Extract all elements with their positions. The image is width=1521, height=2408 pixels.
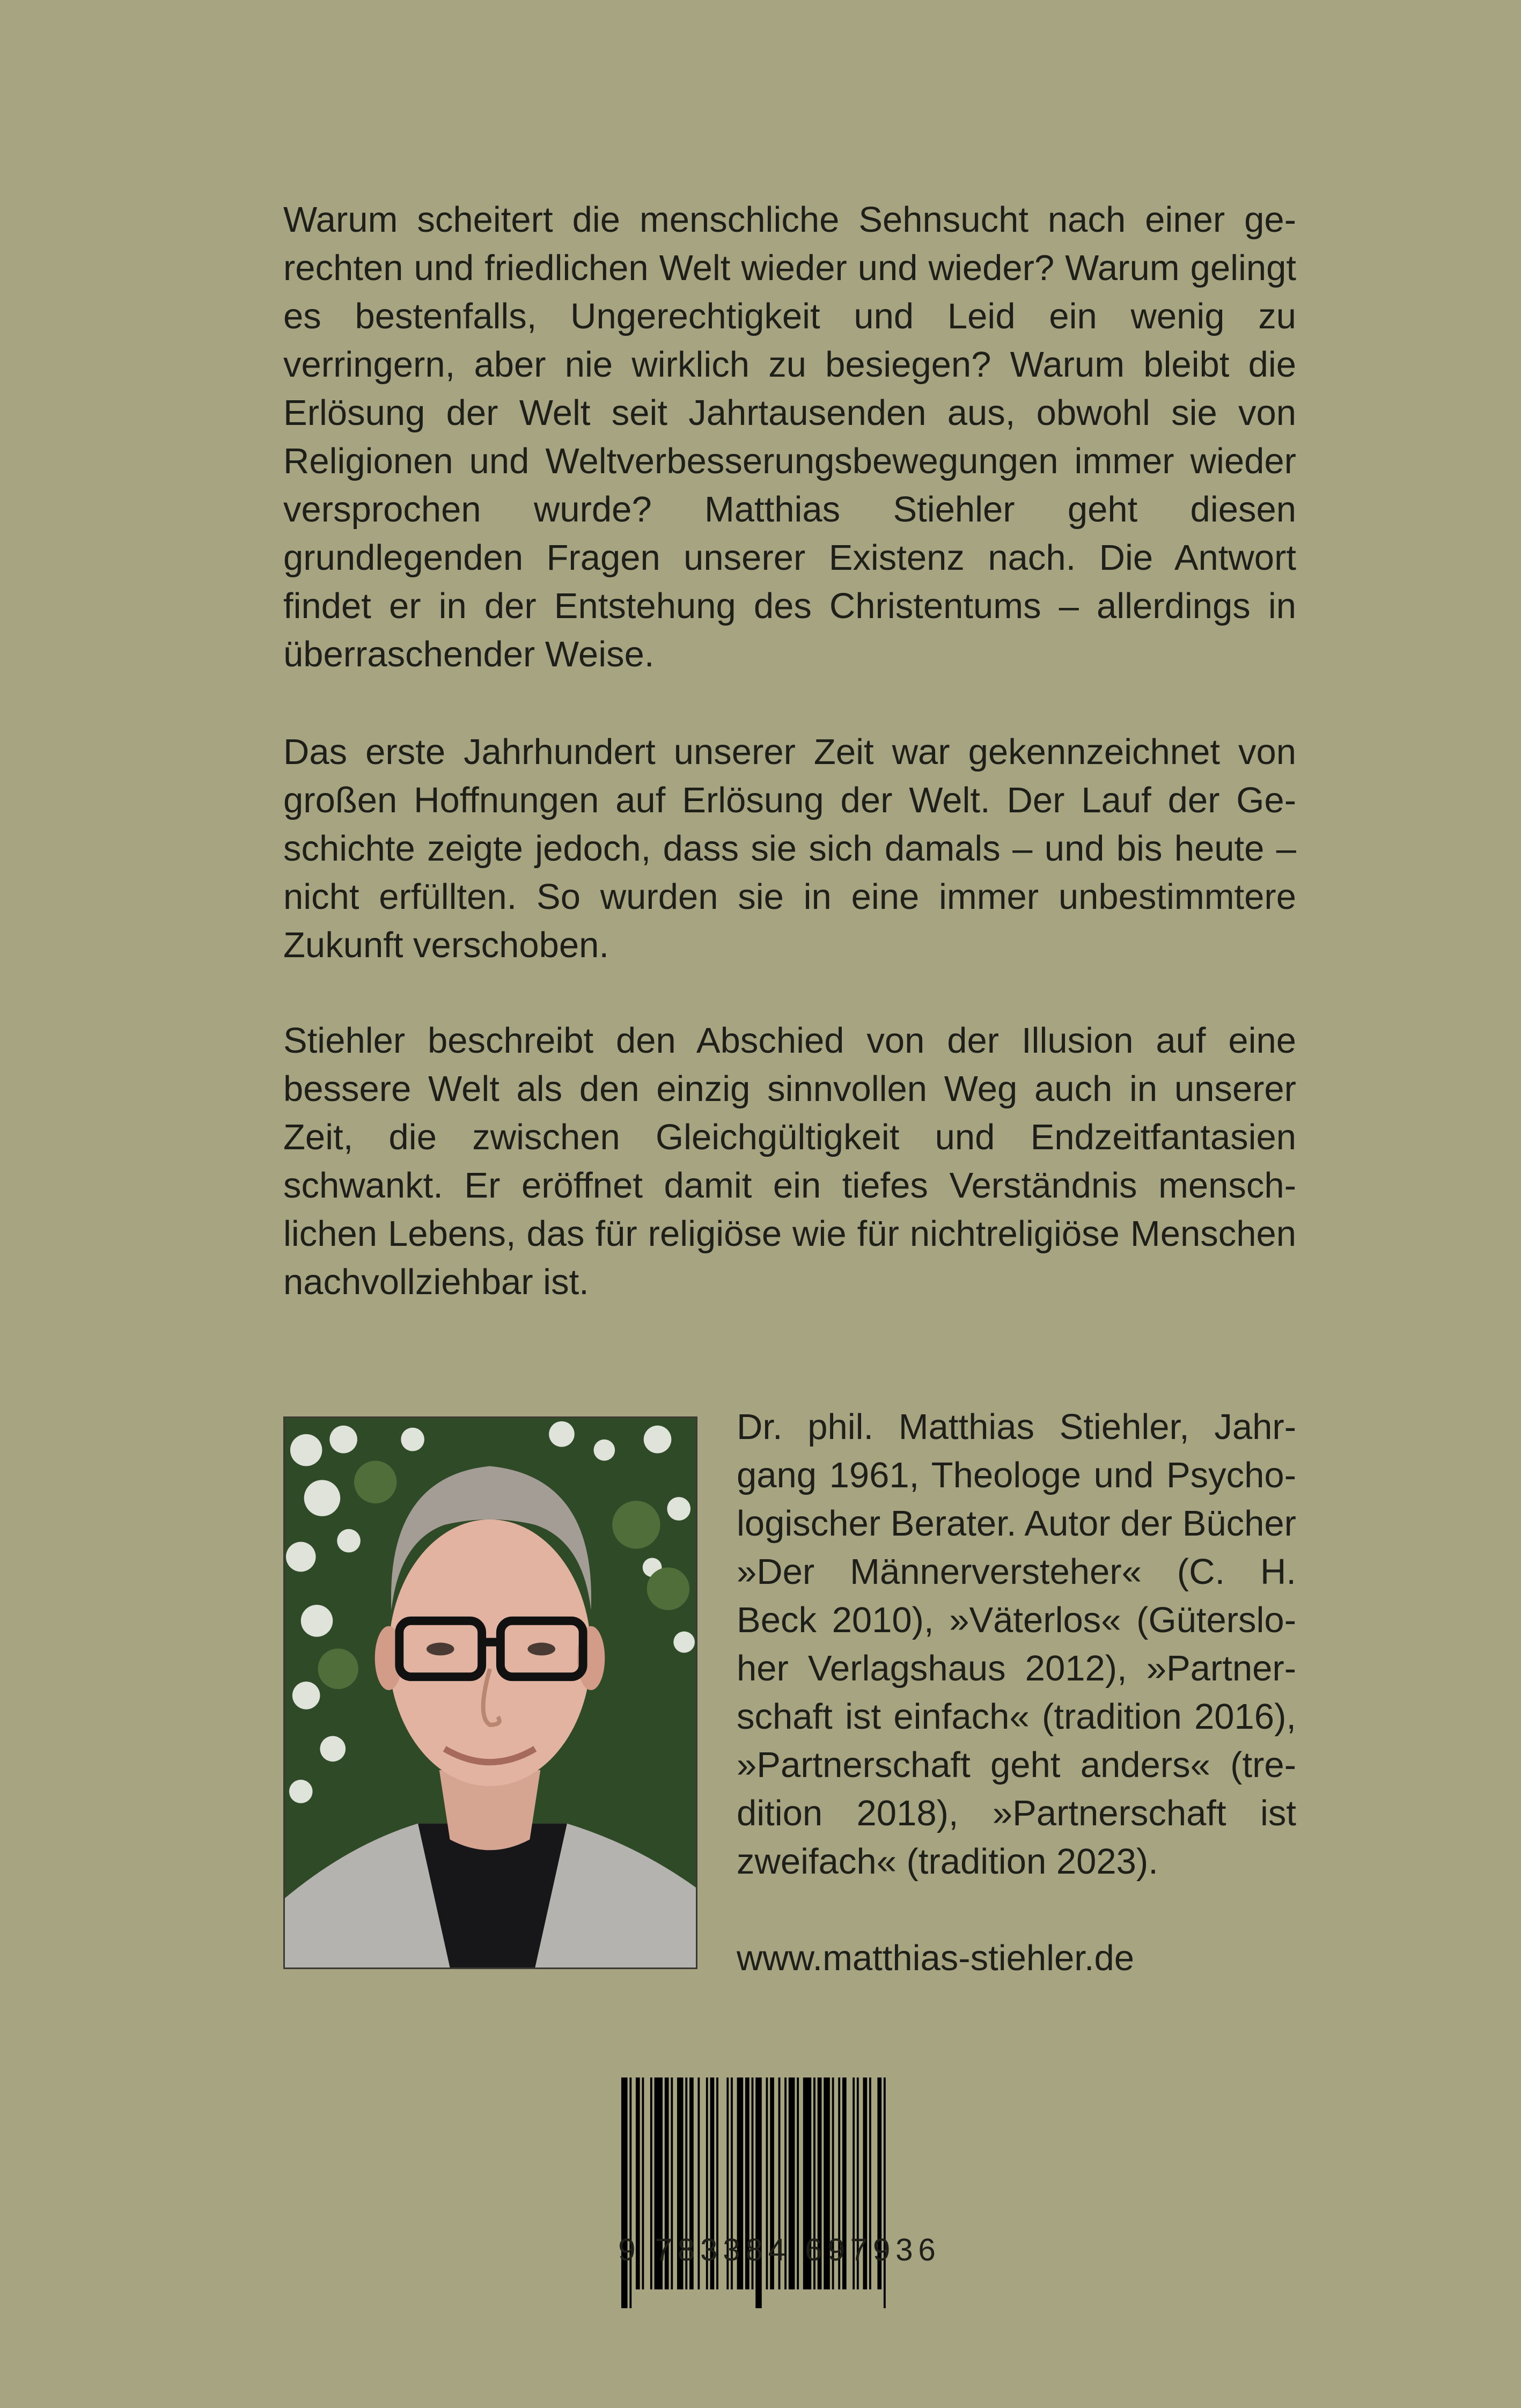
- isbn-barcode: [605, 2077, 954, 2314]
- isbn-number: 9 783384 697936: [618, 2233, 941, 2267]
- barcode-bar: [884, 2077, 886, 2308]
- author-photo: [283, 1416, 697, 1969]
- barcode-bar: [629, 2077, 631, 2308]
- barcode-bar: [621, 2077, 628, 2308]
- blurb-paragraph-3: Stiehler beschreibt den Abschied von der Illusion auf eine bessere Welt als den einzig sinnvollen Weg auch in unserer Zeit, die zwischen Gleichgültigkeit und Endzeitfantasien schwankt. Er eröffnet damit ein tiefes Verständnis menschlichen Lebens, das für religiöse wie für nichtreligiöse Menschen nachvollziehbar ist.: [283, 1021, 1296, 1302]
- author-bio: Dr. phil. Matthias Stiehler, Jahrgang 1961, Theologe und Psychologischer Berater. Autor der Bücher »Der Männerversteher« (C. H. Beck 2010), »Väterlos« (Gütersloher Verlagshaus 2012), »Partnerschaft ist einfach« (tradition 2016), »Partnerschaft geht anders« (tredition 2018), »Partnerschaft ist zweifach« (tradition 2023).: [737, 1407, 1296, 1882]
- barcode-bar: [755, 2077, 762, 2308]
- blurb-paragraph-1: Warum scheitert die menschliche Sehnsucht nach einer gerechten und friedlichen Welt wieder und wieder? Warum gelingt es bestenfalls, Ungerechtigkeit und Leid ein wenig zu verringern, aber nie wirklich zu besiegen? Warum bleibt die Erlösung der Welt seit Jahrtausenden aus, obwohl sie von Religionen und Weltverbesserungsbewegungen immer wieder versprochen wurde? Matthias Stiehler geht diesen grundlegenden Fragen unserer Existenz nach. Die Antwort findet er in der Entstehung des Christentums – allerdings in überraschender Weise.: [283, 200, 1296, 674]
- blurb-paragraph-2: Das erste Jahrhundert unserer Zeit war gekennzeichnet von großen Hoffnungen auf Erlösung der Welt. Der Lauf der Geschichte zeigte jedoch, dass sie sich damals – und bis heute – nicht erfüllten. So wurden sie in eine immer unbestimmtere Zukunft verschoben.: [283, 732, 1296, 965]
- author-website: www.matthias-stiehler.de: [737, 1938, 1135, 1978]
